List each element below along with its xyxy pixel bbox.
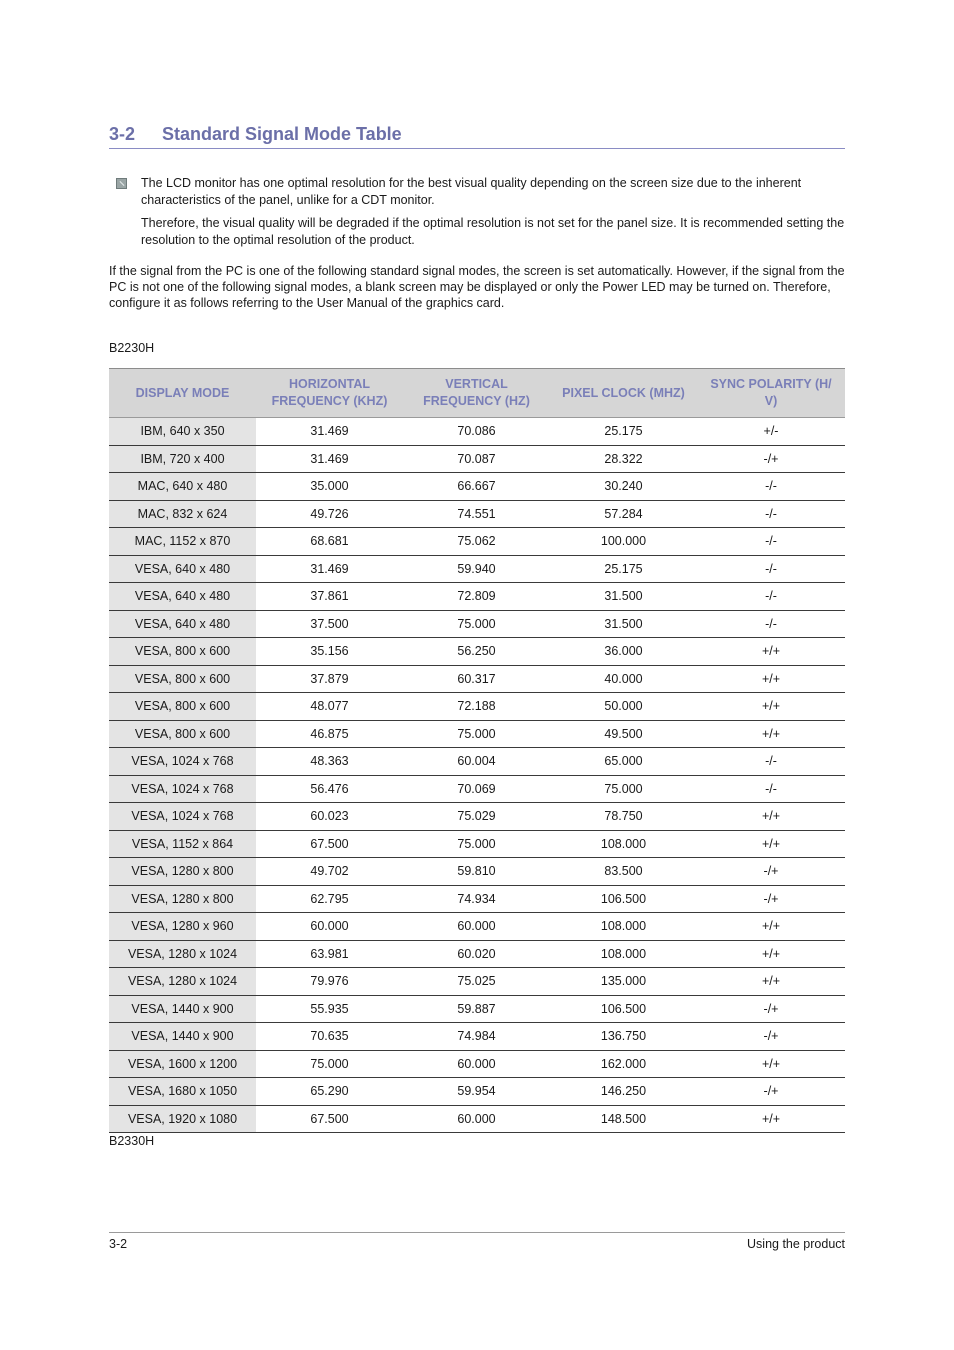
table-row <box>109 445 845 473</box>
cell-display-mode: VESA, 1440 x 900 <box>109 1023 256 1051</box>
cell-sync-polarity: -/- <box>697 555 845 583</box>
cell-horizontal-frequency: 68.681 <box>256 528 403 556</box>
cell-horizontal-frequency: 46.875 <box>256 720 403 748</box>
cell-horizontal-frequency: 37.879 <box>256 665 403 693</box>
cell-sync-polarity: +/+ <box>697 638 845 666</box>
table-row <box>109 693 845 721</box>
table-row <box>109 830 845 858</box>
table-body <box>109 418 845 1133</box>
cell-pixel-clock: 148.500 <box>550 1105 697 1133</box>
cell-vertical-frequency: 72.809 <box>403 583 550 611</box>
cell-pixel-clock: 50.000 <box>550 693 697 721</box>
cell-display-mode: MAC, 832 x 624 <box>109 500 256 528</box>
cell-pixel-clock: 57.284 <box>550 500 697 528</box>
cell-vertical-frequency: 75.025 <box>403 968 550 996</box>
cell-vertical-frequency: 75.062 <box>403 528 550 556</box>
cell-vertical-frequency: 60.000 <box>403 1105 550 1133</box>
cell-vertical-frequency: 70.086 <box>403 418 550 446</box>
footer-chapter: Using the product <box>747 1237 845 1251</box>
cell-horizontal-frequency: 31.469 <box>256 555 403 583</box>
cell-vertical-frequency: 59.954 <box>403 1078 550 1106</box>
cell-vertical-frequency: 74.934 <box>403 885 550 913</box>
table-row <box>109 858 845 886</box>
cell-display-mode: VESA, 640 x 480 <box>109 555 256 583</box>
table-row <box>109 720 845 748</box>
footer-divider <box>109 1232 845 1233</box>
table-row <box>109 638 845 666</box>
cell-horizontal-frequency: 70.635 <box>256 1023 403 1051</box>
cell-display-mode: IBM, 720 x 400 <box>109 445 256 473</box>
cell-display-mode: VESA, 1280 x 800 <box>109 858 256 886</box>
cell-display-mode: VESA, 1280 x 1024 <box>109 940 256 968</box>
cell-sync-polarity: -/- <box>697 528 845 556</box>
table-row <box>109 1105 845 1133</box>
cell-pixel-clock: 25.175 <box>550 555 697 583</box>
cell-vertical-frequency: 70.069 <box>403 775 550 803</box>
cell-display-mode: VESA, 1024 x 768 <box>109 775 256 803</box>
header-pixel-clock: PIXEL CLOCK (MHZ) <box>550 369 697 418</box>
cell-pixel-clock: 106.500 <box>550 885 697 913</box>
cell-vertical-frequency: 75.000 <box>403 720 550 748</box>
cell-horizontal-frequency: 60.000 <box>256 913 403 941</box>
cell-sync-polarity: +/+ <box>697 1050 845 1078</box>
cell-horizontal-frequency: 49.702 <box>256 858 403 886</box>
section-title: Standard Signal Mode Table <box>162 124 402 144</box>
cell-sync-polarity: +/+ <box>697 665 845 693</box>
cell-sync-polarity: -/+ <box>697 858 845 886</box>
cell-vertical-frequency: 60.317 <box>403 665 550 693</box>
cell-display-mode: IBM, 640 x 350 <box>109 418 256 446</box>
cell-display-mode: VESA, 1280 x 800 <box>109 885 256 913</box>
cell-pixel-clock: 136.750 <box>550 1023 697 1051</box>
table-row <box>109 1078 845 1106</box>
cell-horizontal-frequency: 67.500 <box>256 830 403 858</box>
cell-sync-polarity: +/- <box>697 418 845 446</box>
cell-vertical-frequency: 60.000 <box>403 913 550 941</box>
table-row <box>109 803 845 831</box>
table-row <box>109 995 845 1023</box>
cell-pixel-clock: 146.250 <box>550 1078 697 1106</box>
cell-sync-polarity: -/+ <box>697 995 845 1023</box>
cell-display-mode: VESA, 800 x 600 <box>109 638 256 666</box>
cell-vertical-frequency: 75.000 <box>403 830 550 858</box>
cell-vertical-frequency: 60.000 <box>403 1050 550 1078</box>
cell-pixel-clock: 40.000 <box>550 665 697 693</box>
table-row <box>109 968 845 996</box>
table-row <box>109 940 845 968</box>
cell-horizontal-frequency: 62.795 <box>256 885 403 913</box>
cell-sync-polarity: -/- <box>697 500 845 528</box>
cell-display-mode: VESA, 640 x 480 <box>109 610 256 638</box>
table-row <box>109 418 845 446</box>
cell-pixel-clock: 49.500 <box>550 720 697 748</box>
cell-display-mode: VESA, 1680 x 1050 <box>109 1078 256 1106</box>
cell-sync-polarity: +/+ <box>697 720 845 748</box>
note-paragraph-2: Therefore, the visual quality will be degraded if the optimal resolution is not set for the panel size. It is recommended setting the resolution to the optimal resolution of the product. <box>141 216 845 247</box>
cell-vertical-frequency: 72.188 <box>403 693 550 721</box>
cell-display-mode: VESA, 1024 x 768 <box>109 748 256 776</box>
cell-sync-polarity: -/- <box>697 610 845 638</box>
table-row <box>109 610 845 638</box>
cell-pixel-clock: 28.322 <box>550 445 697 473</box>
table-row <box>109 473 845 501</box>
cell-pixel-clock: 78.750 <box>550 803 697 831</box>
cell-horizontal-frequency: 67.500 <box>256 1105 403 1133</box>
table-row <box>109 885 845 913</box>
cell-vertical-frequency: 59.940 <box>403 555 550 583</box>
cell-display-mode: VESA, 800 x 600 <box>109 693 256 721</box>
section-heading <box>109 122 845 149</box>
header-display-mode: DISPLAY MODE <box>109 369 256 418</box>
table-row <box>109 500 845 528</box>
cell-pixel-clock: 75.000 <box>550 775 697 803</box>
note-paragraph-1: The LCD monitor has one optimal resolution for the best visual quality depending on the screen size due to the inherent characteristics of the panel, unlike for a CDT monitor. <box>141 176 802 207</box>
table-row <box>109 913 845 941</box>
cell-horizontal-frequency: 48.363 <box>256 748 403 776</box>
cell-vertical-frequency: 74.551 <box>403 500 550 528</box>
cell-pixel-clock: 135.000 <box>550 968 697 996</box>
table-row <box>109 1023 845 1051</box>
cell-horizontal-frequency: 37.500 <box>256 610 403 638</box>
cell-horizontal-frequency: 63.981 <box>256 940 403 968</box>
model-label-b2230h: B2230H <box>109 341 155 355</box>
cell-horizontal-frequency: 56.476 <box>256 775 403 803</box>
cell-vertical-frequency: 74.984 <box>403 1023 550 1051</box>
table-row <box>109 555 845 583</box>
cell-pixel-clock: 36.000 <box>550 638 697 666</box>
table-header-row <box>109 369 845 418</box>
model-label-b2330h: B2330H <box>109 1134 155 1148</box>
cell-display-mode: VESA, 1600 x 1200 <box>109 1050 256 1078</box>
cell-horizontal-frequency: 31.469 <box>256 445 403 473</box>
header-vertical-frequency: VERTICAL FREQUENCY (HZ) <box>403 369 550 418</box>
cell-display-mode: VESA, 800 x 600 <box>109 720 256 748</box>
cell-horizontal-frequency: 75.000 <box>256 1050 403 1078</box>
table-row <box>109 583 845 611</box>
cell-pixel-clock: 31.500 <box>550 583 697 611</box>
cell-sync-polarity: +/+ <box>697 830 845 858</box>
cell-vertical-frequency: 59.810 <box>403 858 550 886</box>
cell-sync-polarity: +/+ <box>697 940 845 968</box>
cell-vertical-frequency: 59.887 <box>403 995 550 1023</box>
cell-horizontal-frequency: 65.290 <box>256 1078 403 1106</box>
cell-display-mode: VESA, 1440 x 900 <box>109 995 256 1023</box>
cell-pixel-clock: 30.240 <box>550 473 697 501</box>
intro-paragraph: If the signal from the PC is one of the following standard signal modes, the screen is set automatically. However, if the signal from the PC is not one of the following signal modes, a blank screen may be displayed or only the Power LED may be turned on. Therefore, configure it as follows referring to the User Manual of the graphics card. <box>109 264 845 310</box>
table-row <box>109 528 845 556</box>
cell-horizontal-frequency: 31.469 <box>256 418 403 446</box>
cell-pixel-clock: 25.175 <box>550 418 697 446</box>
cell-sync-polarity: +/+ <box>697 1105 845 1133</box>
cell-display-mode: VESA, 640 x 480 <box>109 583 256 611</box>
cell-horizontal-frequency: 35.156 <box>256 638 403 666</box>
cell-horizontal-frequency: 55.935 <box>256 995 403 1023</box>
table-row <box>109 748 845 776</box>
table-row <box>109 775 845 803</box>
cell-vertical-frequency: 60.004 <box>403 748 550 776</box>
cell-sync-polarity: -/+ <box>697 1078 845 1106</box>
cell-display-mode: VESA, 1920 x 1080 <box>109 1105 256 1133</box>
cell-display-mode: VESA, 800 x 600 <box>109 665 256 693</box>
cell-vertical-frequency: 60.020 <box>403 940 550 968</box>
cell-display-mode: MAC, 1152 x 870 <box>109 528 256 556</box>
cell-vertical-frequency: 75.000 <box>403 610 550 638</box>
cell-vertical-frequency: 56.250 <box>403 638 550 666</box>
cell-horizontal-frequency: 48.077 <box>256 693 403 721</box>
cell-pixel-clock: 108.000 <box>550 830 697 858</box>
cell-sync-polarity: -/- <box>697 583 845 611</box>
cell-pixel-clock: 106.500 <box>550 995 697 1023</box>
cell-horizontal-frequency: 49.726 <box>256 500 403 528</box>
cell-pixel-clock: 100.000 <box>550 528 697 556</box>
cell-horizontal-frequency: 37.861 <box>256 583 403 611</box>
cell-sync-polarity: -/+ <box>697 1023 845 1051</box>
cell-sync-polarity: -/+ <box>697 885 845 913</box>
cell-horizontal-frequency: 79.976 <box>256 968 403 996</box>
cell-sync-polarity: -/- <box>697 748 845 776</box>
cell-horizontal-frequency: 35.000 <box>256 473 403 501</box>
cell-pixel-clock: 83.500 <box>550 858 697 886</box>
cell-vertical-frequency: 70.087 <box>403 445 550 473</box>
cell-sync-polarity: +/+ <box>697 803 845 831</box>
table-row <box>109 1050 845 1078</box>
cell-display-mode: VESA, 1280 x 1024 <box>109 968 256 996</box>
cell-vertical-frequency: 75.029 <box>403 803 550 831</box>
cell-sync-polarity: -/- <box>697 473 845 501</box>
section-number: 3-2 <box>109 124 136 144</box>
note-icon <box>116 178 127 189</box>
signal-mode-table <box>109 368 845 1133</box>
cell-pixel-clock: 162.000 <box>550 1050 697 1078</box>
footer-page-number: 3-2 <box>109 1237 128 1251</box>
cell-pixel-clock: 108.000 <box>550 940 697 968</box>
cell-sync-polarity: -/+ <box>697 445 845 473</box>
cell-sync-polarity: +/+ <box>697 693 845 721</box>
header-horizontal-frequency: HORIZONTAL FREQUENCY (KHZ) <box>256 369 403 418</box>
cell-vertical-frequency: 66.667 <box>403 473 550 501</box>
cell-pixel-clock: 65.000 <box>550 748 697 776</box>
cell-pixel-clock: 31.500 <box>550 610 697 638</box>
cell-display-mode: MAC, 640 x 480 <box>109 473 256 501</box>
cell-sync-polarity: +/+ <box>697 913 845 941</box>
cell-pixel-clock: 108.000 <box>550 913 697 941</box>
cell-sync-polarity: +/+ <box>697 968 845 996</box>
cell-display-mode: VESA, 1280 x 960 <box>109 913 256 941</box>
cell-horizontal-frequency: 60.023 <box>256 803 403 831</box>
cell-display-mode: VESA, 1024 x 768 <box>109 803 256 831</box>
header-sync-polarity: SYNC POLARITY (H/ V) <box>697 369 845 418</box>
cell-display-mode: VESA, 1152 x 864 <box>109 830 256 858</box>
table-row <box>109 665 845 693</box>
cell-sync-polarity: -/- <box>697 775 845 803</box>
